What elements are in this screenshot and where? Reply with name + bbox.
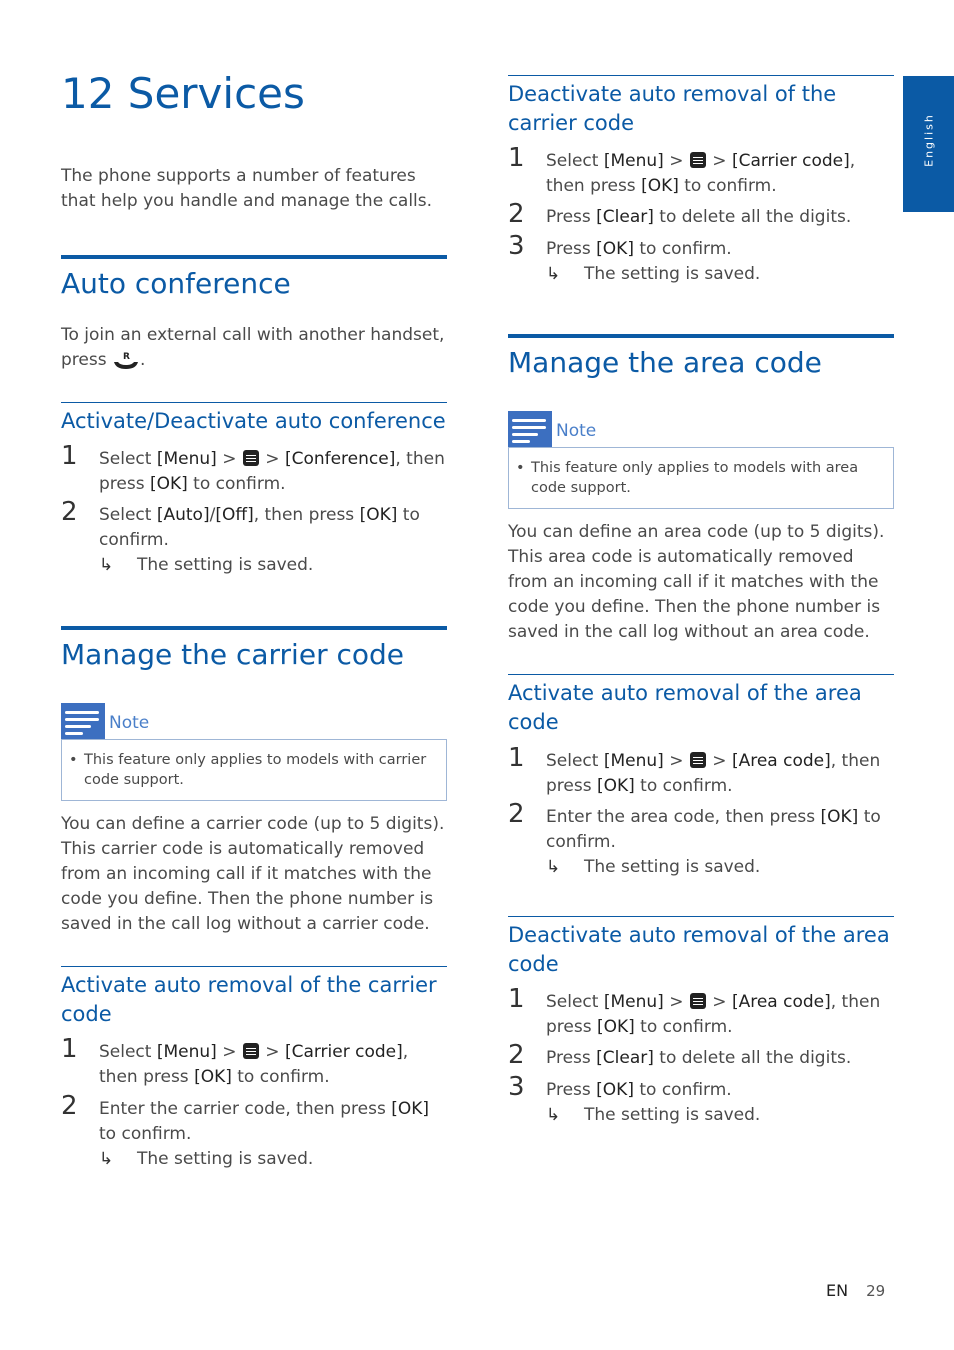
result-text: The setting is saved. — [137, 555, 314, 575]
menu-icon — [243, 1043, 259, 1059]
page-number: 29 — [866, 1282, 886, 1300]
area-deactivate-result — [546, 1103, 760, 1128]
subheading-text: Activate/Deactivate auto conference — [61, 409, 446, 433]
step-number: 3 — [508, 231, 525, 261]
step-number: 3 — [508, 1072, 525, 1102]
step-number: 2 — [61, 497, 78, 527]
subheading-activate-area — [508, 674, 894, 737]
result-text: The setting is saved. — [584, 264, 761, 284]
note-icon — [508, 411, 552, 447]
step-text: Select [Menu] > > [Area code], then press [OK] to confirm. — [546, 992, 881, 1037]
step-text: Press [Clear] to delete all the digits. — [546, 1048, 852, 1068]
carrier-deactivate-step-3 — [508, 231, 894, 262]
step-text: Select [Menu] > > [Carrier code], then press [OK] to confirm. — [99, 1042, 409, 1087]
carrier-activate-step-1 — [61, 1034, 447, 1090]
section-heading-auto-conference — [61, 255, 447, 301]
note-header — [508, 411, 894, 447]
area-deactivate-step-1 — [508, 984, 894, 1040]
step-number: 1 — [508, 743, 525, 773]
area-note — [508, 411, 894, 509]
step-number: 2 — [508, 799, 525, 829]
result-arrow-icon: ↳ — [546, 1105, 561, 1125]
menu-icon — [690, 752, 706, 768]
area-para: You can define an area code (up to 5 digits). This area code is automatically removed from an incoming call if it matches with the code you define. Then the phone number is saved in the call log without an area code. — [508, 522, 885, 642]
step-text: Press [OK] to confirm. — [546, 1080, 732, 1100]
result-arrow-icon: ↳ — [546, 857, 561, 877]
language-tab — [903, 76, 954, 212]
area-activate-step-2 — [508, 799, 894, 855]
step-number: 2 — [61, 1091, 78, 1121]
carrier-note — [61, 703, 447, 801]
menu-icon — [243, 450, 259, 466]
subheading-deactivate-area — [508, 916, 894, 979]
section-heading-area-code — [508, 334, 894, 380]
step-number: 1 — [508, 984, 525, 1014]
carrier-deactivate-result — [546, 262, 760, 287]
note-label: Note — [109, 713, 150, 733]
step-text: Select [Auto]/[Off], then press [OK] to confirm. — [99, 505, 420, 550]
section-heading-text: Manage the area code — [508, 346, 822, 379]
subheading-text: Deactivate auto removal of the carrier code — [508, 82, 837, 135]
step-text: Select [Menu] > > [Conference], then press [OK] to confirm. — [99, 449, 445, 494]
step-text: Enter the carrier code, then press [OK] to confirm. — [99, 1099, 430, 1144]
step-number: 2 — [508, 1040, 525, 1070]
result-arrow-icon: ↳ — [546, 264, 561, 284]
carrier-deactivate-step-1 — [508, 143, 894, 199]
section-heading-text: Auto conference — [61, 267, 291, 300]
carrier-activate-result — [99, 1147, 313, 1172]
menu-icon — [690, 993, 706, 1009]
result-arrow-icon: ↳ — [99, 1149, 114, 1169]
area-activate-result — [546, 855, 760, 880]
note-icon — [61, 703, 105, 739]
note-text: • This feature only applies to models with area code support. — [508, 447, 894, 509]
step-number: 1 — [61, 441, 78, 471]
note-label: Note — [556, 421, 597, 441]
subheading-text: Activate auto removal of the carrier code — [61, 973, 437, 1026]
section-heading-text: Manage the carrier code — [61, 638, 404, 671]
page-title: 12 Services — [61, 69, 305, 118]
note-header — [61, 703, 447, 739]
area-activate-step-1 — [508, 743, 894, 799]
auto-conference-text-after: . — [140, 350, 146, 370]
step-text: Select [Menu] > > [Carrier code], then press [OK] to confirm. — [546, 151, 856, 196]
page-footer — [826, 1281, 885, 1300]
auto-conference-text — [61, 323, 447, 373]
step-text: Enter the area code, then press [OK] to confirm. — [546, 807, 881, 852]
subheading-activate-carrier — [61, 966, 447, 1029]
auto-conference-text-before: To join an external call with another handset, press — [61, 325, 445, 370]
subheading-text: Activate auto removal of the area code — [508, 681, 862, 734]
recall-key-icon-letter: R — [123, 352, 130, 362]
step-text: Select [Menu] > > [Area code], then press [OK] to confirm. — [546, 751, 881, 796]
step-number: 1 — [61, 1034, 78, 1064]
conference-step-2 — [61, 497, 447, 553]
area-deactivate-step-3 — [508, 1072, 894, 1103]
subheading-deactivate-carrier — [508, 75, 894, 138]
step-text: Press [OK] to confirm. — [546, 239, 732, 259]
language-tab-label: English — [922, 113, 935, 167]
carrier-activate-step-2 — [61, 1091, 447, 1147]
carrier-para: You can define a carrier code (up to 5 digits). This carrier code is automatically removed from an incoming call if it matches with the code you define. Then the phone number is saved in the call log without a carrier code. — [61, 814, 445, 934]
conference-result — [99, 553, 313, 578]
menu-icon — [690, 152, 706, 168]
conference-step-1 — [61, 441, 447, 497]
intro-text: The phone supports a number of features that help you handle and manage the calls. — [61, 166, 433, 211]
step-number: 2 — [508, 199, 525, 229]
area-deactivate-step-2 — [508, 1040, 894, 1071]
result-text: The setting is saved. — [584, 1105, 761, 1125]
carrier-deactivate-step-2 — [508, 199, 894, 230]
result-text: The setting is saved. — [584, 857, 761, 877]
result-text: The setting is saved. — [137, 1149, 314, 1169]
footer-language: EN — [826, 1281, 849, 1300]
recall-key-icon — [112, 350, 140, 370]
step-number: 1 — [508, 143, 525, 173]
note-text: • This feature only applies to models with carrier code support. — [61, 739, 447, 801]
step-text: Press [Clear] to delete all the digits. — [546, 207, 852, 227]
subheading-text: Deactivate auto removal of the area code — [508, 923, 890, 976]
result-arrow-icon: ↳ — [99, 555, 114, 575]
section-heading-carrier-code — [61, 626, 447, 672]
subheading-activate-deactivate-conference — [61, 402, 447, 436]
